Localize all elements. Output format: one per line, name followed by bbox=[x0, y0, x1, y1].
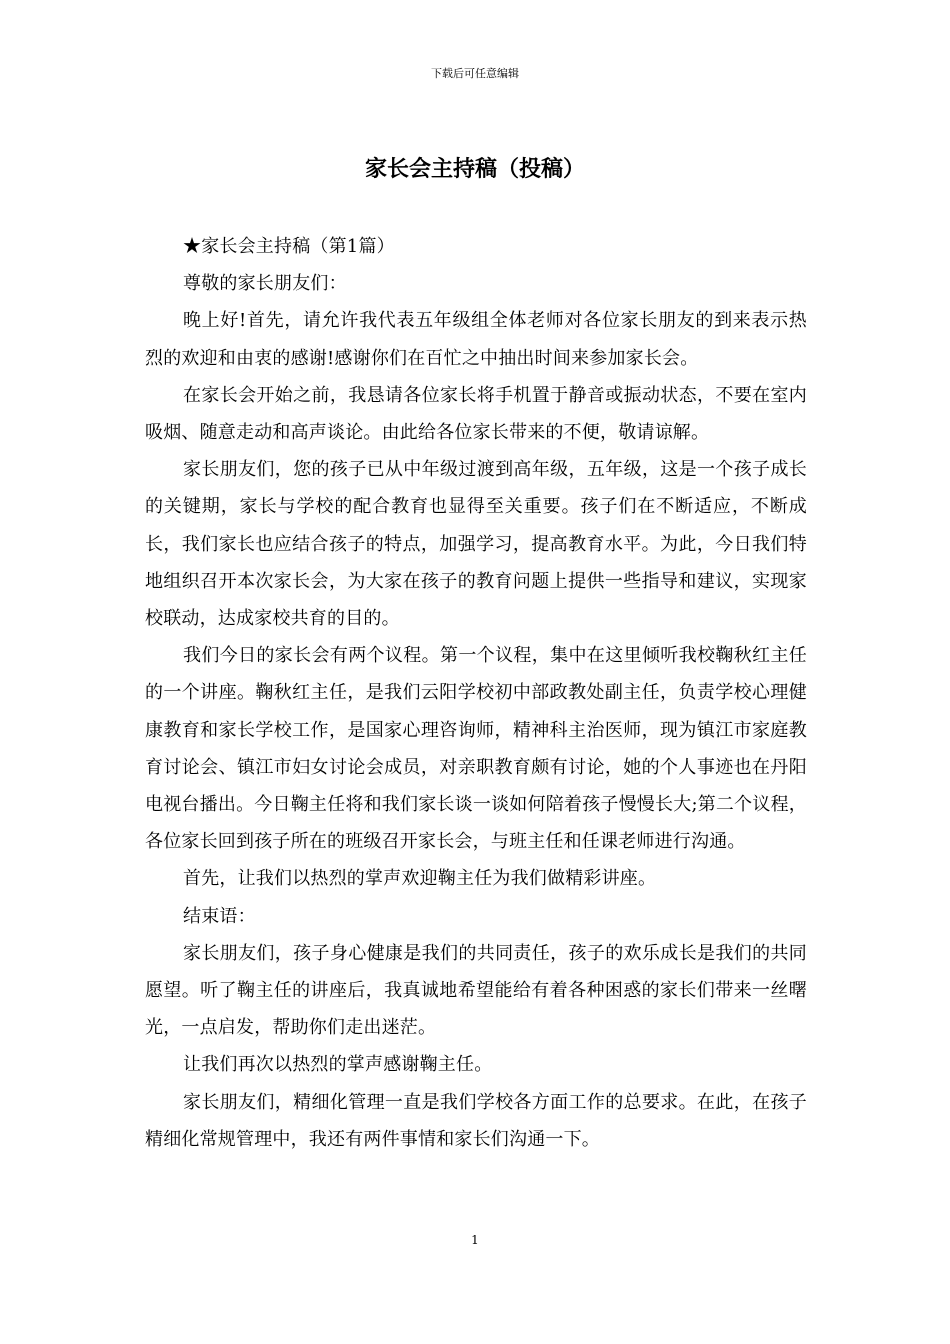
paragraph: 在家长会开始之前，我恳请各位家长将手机置于静音或振动状态，不要在室内吸烟、随意走动和高声谈论。由此给各位家长带来的不便，敬请谅解。 bbox=[145, 384, 807, 444]
document-title: 家长会主持稿（投稿） bbox=[364, 156, 585, 182]
paragraph: 我们今日的家长会有两个议程。第一个议程，集中在这里倾听我校鞠秋红主任的一个讲座。鞠秋红主任，是我们云阳学校初中部政教处副主任，负责学校心理健康教育和家长学校工作，是国家心理咨询师，精神科主治医师，现为镇江市家庭教育讨论会、镇江市妇女讨论会成员，对亲职教育颇有讨论，她的个人事迹也在丹阳电视台播出。今日鞠主任将和我们家长谈一谈如何陪着孩子慢慢长大;第二个议程，各位家长回到孩子所在的班级召开家长会，与班主任和任课老师进行沟通。 bbox=[145, 645, 807, 853]
page-number: 1 bbox=[471, 1233, 479, 1247]
header-note: 下载后可任意编辑 bbox=[431, 67, 519, 80]
section-heading: ★家长会主持稿（第1篇） bbox=[183, 236, 395, 257]
paragraph: 让我们再次以热烈的掌声感谢鞠主任。 bbox=[183, 1054, 493, 1076]
paragraph: 首先，让我们以热烈的掌声欢迎鞠主任为我们做精彩讲座。 bbox=[183, 868, 657, 890]
document-body bbox=[145, 228, 807, 1158]
paragraph: 家长朋友们，您的孩子已从中年级过渡到高年级，五年级，这是一个孩子成长的关键期，家长与学校的配合教育也显得至关重要。孩子们在不断适应，不断成长，我们家长也应结合孩子的特点，加强学习，提高教育水平。为此，今日我们特地组织召开本次家长会，为大家在孩子的教育问题上提供一些指导和建议，实现家校联动，达成家校共育的目的。 bbox=[145, 459, 807, 630]
salutation: 尊敬的家长朋友们： bbox=[183, 273, 347, 295]
paragraph: 家长朋友们，孩子身心健康是我们的共同责任，孩子的欢乐成长是我们的共同愿望。听了鞠主任的讲座后，我真诚地希望能给有着各种困惑的家长们带来一丝曙光，一点启发，帮助你们走出迷茫。 bbox=[145, 942, 807, 1039]
paragraph: 家长朋友们，精细化管理一直是我们学校各方面工作的总要求。在此，在孩子精细化常规管理中，我还有两件事情和家长们沟通一下。 bbox=[145, 1091, 807, 1150]
paragraph: 晚上好!首先，请允许我代表五年级组全体老师对各位家长朋友的到来表示热烈的欢迎和由衷的感谢!感谢你们在百忙之中抽出时间来参加家长会。 bbox=[145, 310, 807, 369]
closing-heading: 结束语： bbox=[183, 905, 256, 927]
